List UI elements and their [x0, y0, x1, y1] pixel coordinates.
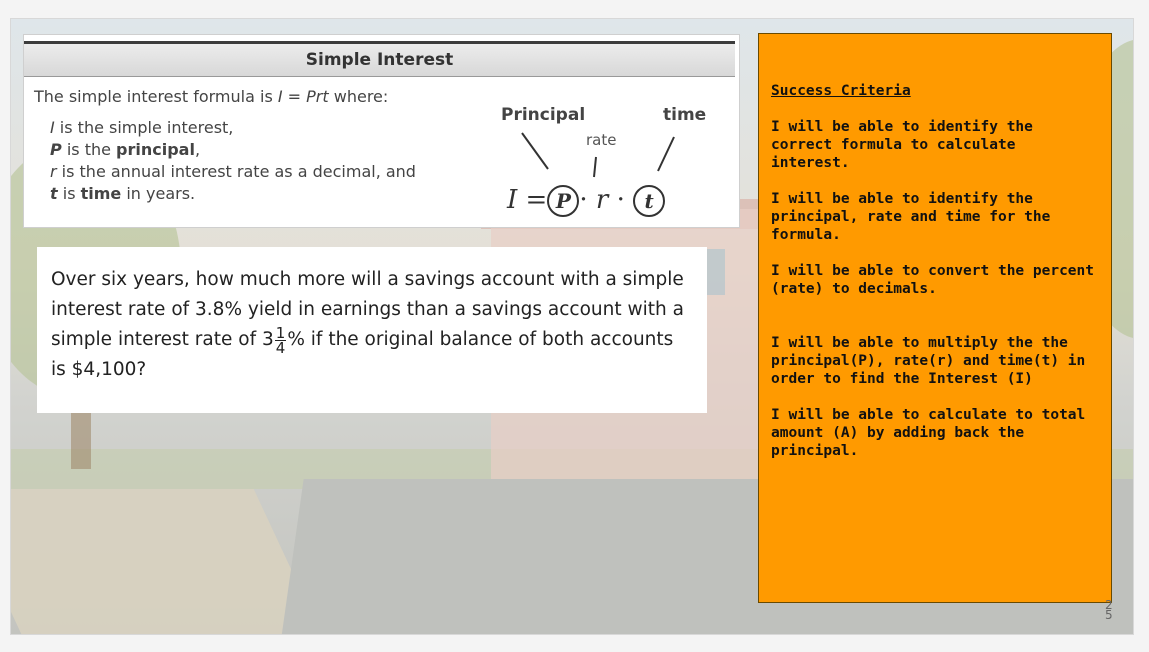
formula-t-circled: t: [633, 185, 665, 217]
intro-formula: I = Prt: [277, 87, 329, 106]
criteria-item: I will be able to identify the principal, rate and time for the formula.: [771, 191, 1051, 243]
def-symbol: r: [50, 162, 57, 181]
question-text-part2: if the original balance of both accounts is $4,100?: [51, 329, 674, 380]
time-pointer: [658, 137, 674, 171]
simple-interest-intro: [34, 87, 388, 106]
mixed-number-whole: 3: [261, 329, 274, 350]
def-bold: principal: [116, 140, 195, 159]
def-text: is the simple interest,: [54, 118, 234, 137]
page-number-top: 2: [1105, 598, 1113, 612]
fraction-numerator: 1: [275, 323, 286, 342]
diagram-principal-label: Principal: [501, 105, 586, 125]
criteria-item: I will be able to multiply the the principal(P), rate(r) and time(t) in order to find the Interest (I): [771, 335, 1086, 387]
diagram-rate-label: rate: [586, 131, 617, 149]
diagram-formula: [507, 185, 665, 217]
principal-pointer: [522, 133, 548, 169]
definition-r: [50, 161, 416, 183]
formula-p-circled: P: [547, 185, 579, 217]
def-text: is the: [61, 140, 117, 159]
simple-interest-box: [24, 35, 739, 227]
definition-p: [50, 139, 416, 161]
definition-i: [50, 117, 416, 139]
success-criteria-box: [758, 33, 1112, 603]
page-number: [1105, 600, 1113, 620]
question-box: [37, 247, 707, 413]
criteria-item: I will be able to calculate to total amount (A) by adding back the principal.: [771, 407, 1086, 459]
rate-pointer: [594, 157, 596, 177]
criteria-item: I will be able to identify the correct formula to calculate interest.: [771, 119, 1033, 171]
formula-r: r: [595, 185, 609, 215]
slide: [10, 18, 1134, 635]
def-text: is the annual interest rate as a decimal, and: [56, 162, 416, 181]
def-symbol: I: [50, 118, 55, 137]
formula-equals: =: [525, 185, 548, 215]
spacer: [771, 316, 1099, 334]
question-text-part1: Over six years, how much more will a savings account with a simple interest rate of 3.8% yield in earnings than a savings account with a simple interest rate of: [51, 269, 684, 350]
formula-dot: ·: [579, 185, 588, 215]
formula-i: I: [507, 185, 518, 215]
def-symbol: P: [50, 140, 62, 159]
def-symbol: t: [50, 184, 58, 203]
page-number-bottom: 5: [1105, 608, 1113, 622]
def-text: is: [57, 184, 81, 203]
success-criteria-title: Success Criteria: [771, 83, 911, 99]
simple-interest-definitions: [50, 117, 416, 205]
formula-dot: ·: [616, 185, 625, 215]
background-path: [10, 489, 328, 635]
intro-prefix: The simple interest formula is: [34, 87, 278, 106]
fraction: [275, 323, 287, 357]
percent-sign: %: [287, 329, 305, 350]
definition-t: [50, 183, 416, 205]
simple-interest-title: Simple Interest: [24, 41, 735, 77]
def-after: in years.: [121, 184, 196, 203]
diagram-arrows: [514, 129, 714, 193]
criteria-item: I will be able to convert the percent (rate) to decimals.: [771, 263, 1095, 297]
diagram-time-label: time: [663, 105, 707, 125]
def-bold: time: [80, 184, 122, 203]
fraction-denominator: 4: [275, 338, 286, 357]
def-after: ,: [194, 140, 201, 159]
intro-suffix: where:: [328, 87, 389, 106]
